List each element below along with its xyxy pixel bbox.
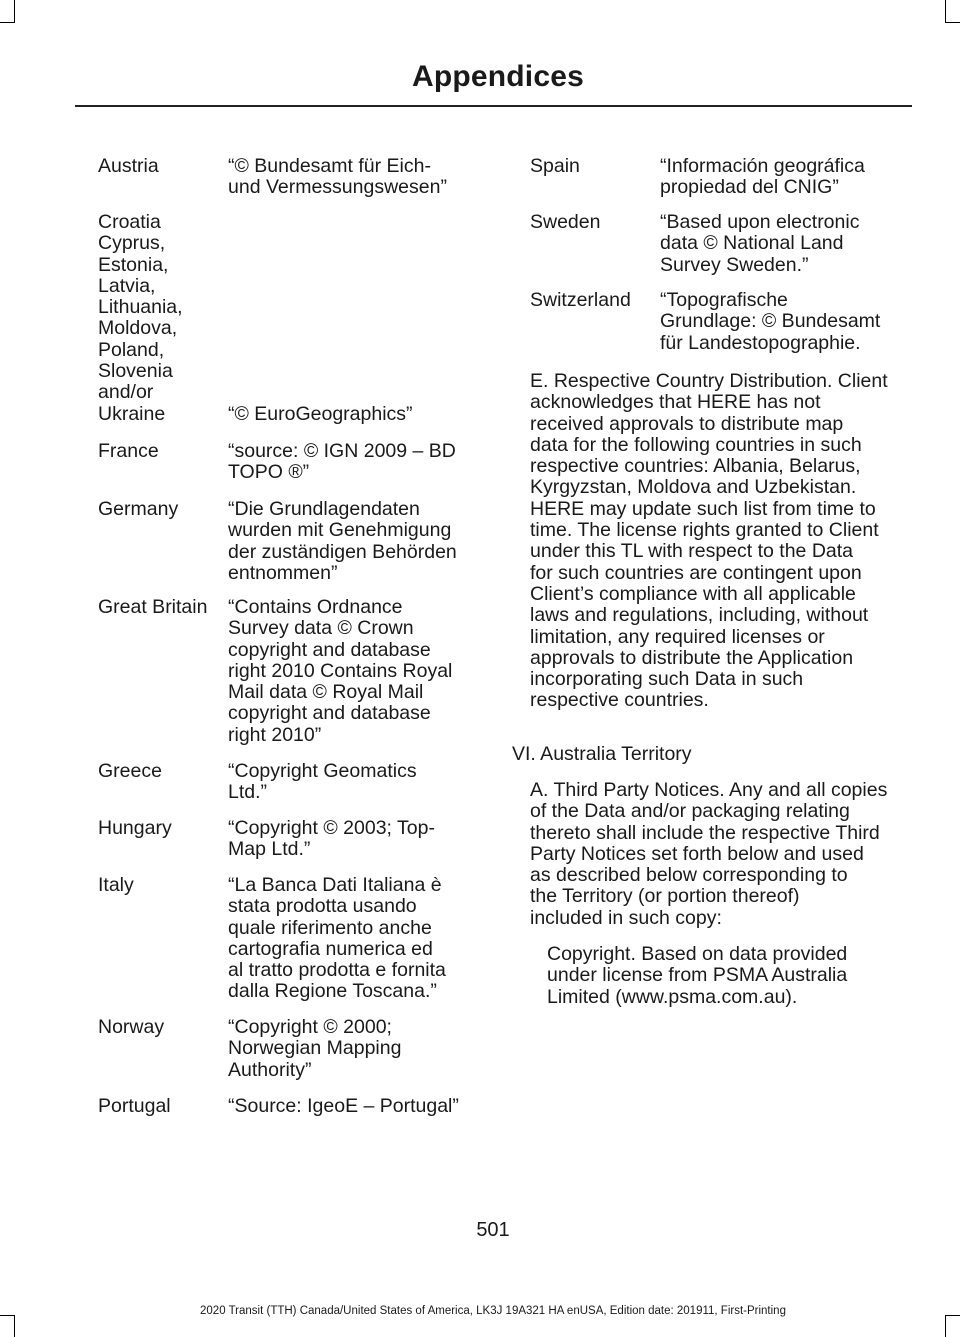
- notice-cell: [228, 761, 470, 804]
- notice-line: für Landestopographie.: [660, 331, 861, 354]
- notice-line: “La Banca Dati Italiana è: [228, 874, 442, 896]
- notice-line: “Based upon electronic: [660, 211, 860, 233]
- country-line: Great Britain: [98, 596, 208, 618]
- crop-mark-top-right-v: [945, 0, 946, 22]
- country-line: and/or: [98, 381, 154, 404]
- table-row: [98, 1096, 470, 1117]
- notice-cell: [228, 875, 470, 1003]
- notice-line: Mail data © Royal Mail: [228, 681, 424, 704]
- notice-line: der zuständigen Behörden: [228, 540, 457, 563]
- table-row: [98, 761, 470, 804]
- text-line: of the Data and/or packaging relating: [530, 800, 850, 823]
- notice-line: “Die Grundlagendaten: [228, 498, 420, 520]
- country-line: Moldova,: [98, 317, 178, 340]
- text-line: the Territory (or portion thereof): [530, 885, 800, 908]
- country-line: Italy: [98, 874, 134, 896]
- table-row: [98, 156, 470, 199]
- text-line: under this TL with respect to the Data: [530, 540, 854, 563]
- notice-line: data © National Land: [660, 232, 844, 255]
- country-line: Spain: [530, 155, 580, 177]
- notice-line: “Source: IgeoE – Portugal”: [228, 1095, 459, 1117]
- notice-cell: [228, 156, 470, 199]
- country-line: Norway: [98, 1016, 165, 1038]
- notice-line: entnommen”: [228, 561, 338, 584]
- notice-cell: [228, 597, 470, 746]
- table-row: [98, 212, 470, 425]
- notice-cell: [660, 156, 902, 199]
- country-line: Germany: [98, 498, 179, 520]
- heading-australia-territory: [512, 744, 692, 765]
- notice-line: copyright and database: [228, 638, 431, 661]
- paragraph-psma-copyright: [547, 944, 847, 1008]
- text-line: included in such copy:: [530, 906, 722, 929]
- notice-line: “© Bundesamt für Eich-: [228, 155, 431, 177]
- notice-line: al tratto prodotta e fornita: [228, 959, 446, 982]
- page-title: Appendices: [411, 60, 584, 93]
- country-line: Greece: [98, 760, 162, 782]
- country-line: Hungary: [98, 817, 172, 839]
- crop-mark-top-left-v: [14, 0, 15, 22]
- text-line: as described below corresponding to: [530, 864, 848, 887]
- table-row: [98, 1017, 470, 1081]
- notice-line: “Copyright © 2003; Top-: [228, 817, 435, 839]
- crop-mark-bottom-right-v: [945, 1315, 946, 1337]
- crop-mark-top-left-h: [0, 22, 15, 23]
- text-line: respective countries.: [530, 689, 709, 712]
- text-line: under license from PSMA Australia: [547, 964, 848, 987]
- notice-cell: [228, 818, 470, 861]
- country-line: Switzerland: [530, 289, 631, 311]
- country-line: Austria: [98, 155, 159, 177]
- notice-line: “Contains Ordnance: [228, 596, 403, 618]
- country-cell: [98, 212, 228, 425]
- country-line: Poland,: [98, 338, 165, 361]
- notice-line: Authority”: [228, 1058, 312, 1081]
- country-cell: [530, 290, 660, 354]
- notice-line: “source: © IGN 2009 – BD: [228, 440, 456, 462]
- text-line: Kyrgyzstan, Moldova and Uzbekistan.: [530, 476, 857, 499]
- text-line: Copyright. Based on data provided: [547, 943, 848, 965]
- notice-line: propiedad del CNIG”: [660, 176, 839, 199]
- text-line: data for the following countries in such: [530, 433, 862, 456]
- country-cell: [98, 441, 228, 484]
- paragraph-country-distribution: [530, 371, 888, 712]
- country-line: Lithuania,: [98, 296, 183, 319]
- text-line: approvals to distribute the Application: [530, 646, 854, 669]
- notice-line: TOPO ®”: [228, 461, 310, 484]
- notice-line: copyright and database: [228, 702, 431, 725]
- notice-line: quale riferimento anche: [228, 916, 432, 939]
- paragraph-third-party-notices: [530, 780, 887, 929]
- notice-line: Map Ltd.”: [228, 838, 311, 861]
- notice-line: Survey Sweden.”: [660, 253, 809, 276]
- notice-line: right 2010 Contains Royal: [228, 659, 453, 682]
- table-row: [98, 875, 470, 1003]
- crop-mark-bottom-left-v: [14, 1315, 15, 1337]
- country-cell: [98, 761, 228, 804]
- text-line: received approvals to distribute map: [530, 412, 844, 435]
- notice-line: Survey data © Crown: [228, 617, 414, 640]
- text-line: time. The license rights granted to Client: [530, 519, 879, 542]
- text-line: for such countries are contingent upon: [530, 561, 862, 584]
- text-line: VI. Australia Territory: [512, 743, 692, 765]
- notice-line: Norwegian Mapping: [228, 1037, 402, 1060]
- country-line: Slovenia: [98, 360, 173, 383]
- text-line: incorporating such Data in such: [530, 668, 804, 691]
- notice-cell: [660, 212, 902, 276]
- country-cell: [530, 156, 660, 199]
- notice-line: “Información geográfica: [660, 155, 865, 177]
- text-line: Party Notices set forth below and used: [530, 842, 864, 865]
- notice-cell: [228, 1096, 470, 1117]
- notice-cell: [228, 1017, 470, 1081]
- table-row: [98, 597, 470, 746]
- text-line: thereto shall include the respective Third: [530, 821, 880, 844]
- table-row: [98, 818, 470, 861]
- page-number: 501: [476, 1219, 510, 1241]
- text-line: respective countries: Albania, Belarus,: [530, 455, 861, 478]
- table-row: [530, 290, 902, 354]
- notice-line: Ltd.”: [228, 781, 268, 804]
- footer-edition-info: 2020 Transit (TTH) Canada/United States of America, LK3J 19A321 HA enUSA, Edition date: 201911, First-Printing: [200, 1305, 786, 1317]
- text-line: E. Respective Country Distribution. Client: [530, 370, 888, 392]
- crop-mark-top-right-h: [945, 22, 960, 23]
- country-line: Sweden: [530, 211, 601, 233]
- notice-line: dalla Regione Toscana.”: [228, 980, 437, 1003]
- notice-line: “Topografische: [660, 289, 788, 311]
- country-cell: [530, 212, 660, 276]
- notice-cell: [228, 441, 470, 484]
- country-line: France: [98, 440, 159, 462]
- text-line: acknowledges that HERE has not: [530, 391, 821, 414]
- country-cell: [98, 875, 228, 1003]
- text-line: A. Third Party Notices. Any and all copies: [530, 779, 888, 801]
- notice-line: Grundlage: © Bundesamt: [660, 310, 881, 333]
- text-line: limitation, any required licenses or: [530, 625, 825, 648]
- country-cell: [98, 1096, 228, 1117]
- country-line: Portugal: [98, 1095, 171, 1117]
- text-line: Client’s compliance with all applicable: [530, 582, 856, 605]
- country-line: Latvia,: [98, 274, 156, 297]
- notice-line: und Vermessungswesen”: [228, 176, 447, 199]
- country-cell: [98, 499, 228, 584]
- notice-line: “Copyright Geomatics: [228, 760, 417, 782]
- header-rule: [75, 105, 912, 107]
- country-cell: [98, 597, 228, 746]
- table-row: [98, 441, 470, 484]
- notice-cell: [660, 290, 902, 354]
- country-cell: [98, 1017, 228, 1081]
- notice-line: stata prodotta usando: [228, 895, 417, 918]
- country-line: Ukraine: [98, 402, 166, 425]
- table-row: [98, 499, 470, 584]
- notice-line: wurden mit Genehmigung: [228, 519, 452, 542]
- text-line: HERE may update such list from time to: [530, 497, 876, 520]
- country-line: Croatia: [98, 211, 161, 233]
- text-line: laws and regulations, including, without: [530, 604, 869, 627]
- country-line: Estonia,: [98, 253, 169, 276]
- table-row: [530, 212, 902, 276]
- notice-line: cartografia numerica ed: [228, 937, 433, 960]
- notice-cell: [228, 499, 470, 584]
- notice-line: “© EuroGeographics”: [228, 402, 413, 425]
- notice-cell: [228, 212, 470, 425]
- country-cell: [98, 156, 228, 199]
- country-cell: [98, 818, 228, 861]
- text-line: Limited (www.psma.com.au).: [547, 985, 798, 1008]
- country-line: Cyprus,: [98, 232, 166, 255]
- notice-line: right 2010”: [228, 723, 322, 746]
- table-row: [530, 156, 902, 199]
- notice-line: “Copyright © 2000;: [228, 1016, 392, 1038]
